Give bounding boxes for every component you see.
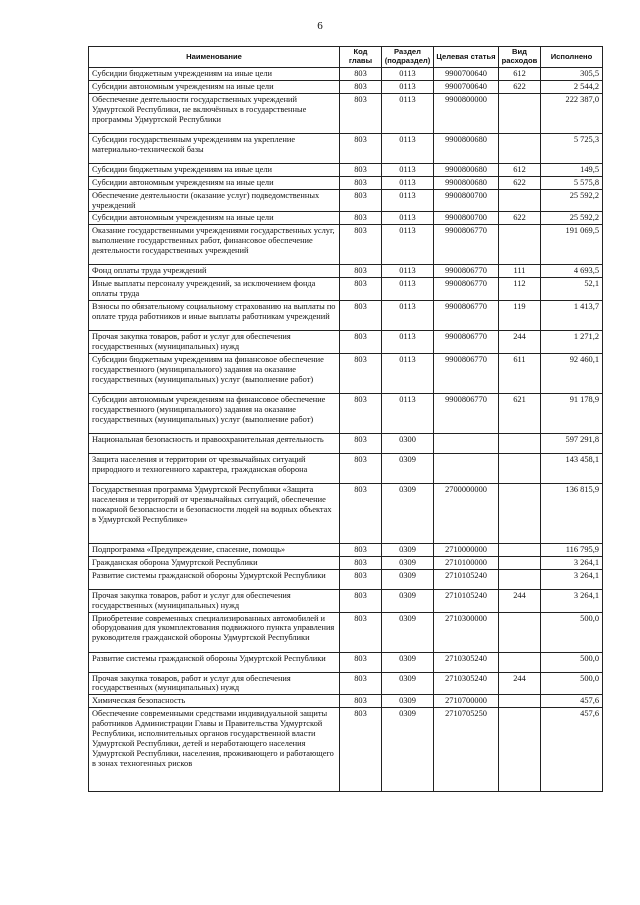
table-row	[89, 652, 603, 672]
cell-section: 0113	[382, 68, 434, 81]
cell-section: 0113	[382, 189, 434, 212]
cell-name: Подпрограмма «Предупреждение, спасение, помощь»	[89, 543, 340, 556]
cell-section: 0113	[382, 212, 434, 225]
cell-section: 0113	[382, 93, 434, 133]
page-number: 6	[317, 20, 323, 32]
cell-type	[499, 189, 541, 212]
cell-executed: 3 264,1	[541, 589, 603, 612]
cell-target: 9900800680	[434, 133, 499, 163]
cell-type: 244	[499, 589, 541, 612]
cell-code: 803	[340, 93, 382, 133]
table-row	[89, 569, 603, 589]
cell-name: Государственная программа Удмуртской Республики «Защита населения и территорий от чрезвычайных ситуаций, обеспечение пожарной безопасности и безопасности людей на водных объектах в Удмуртской Республике»	[89, 483, 340, 543]
cell-type	[499, 569, 541, 589]
cell-type: 612	[499, 68, 541, 81]
cell-executed: 92 460,1	[541, 353, 603, 393]
cell-target: 9900806770	[434, 331, 499, 354]
cell-name: Субсидии бюджетным учреждениям на финансовое обеспечение государственного (муниципального) задания на оказание государственных (муниципальных) услуг (выполнение работ)	[89, 353, 340, 393]
cell-section: 0300	[382, 433, 434, 453]
table-header-row	[89, 47, 603, 68]
cell-executed: 457,6	[541, 695, 603, 708]
cell-target: 9900800000	[434, 93, 499, 133]
cell-executed: 3 264,1	[541, 556, 603, 569]
cell-section: 0113	[382, 301, 434, 331]
header-name: Наименование	[89, 47, 340, 68]
cell-target: 9900800680	[434, 176, 499, 189]
cell-code: 803	[340, 212, 382, 225]
cell-name: Обеспечение деятельности государственных учреждений Удмуртской Республики, не включённых в государственные программы Удмуртской Республики	[89, 93, 340, 133]
table-row	[89, 80, 603, 93]
table-row	[89, 453, 603, 483]
cell-name: Химическая безопасность	[89, 695, 340, 708]
cell-type	[499, 556, 541, 569]
cell-type: 111	[499, 265, 541, 278]
cell-executed: 116 795,9	[541, 543, 603, 556]
cell-executed: 52,1	[541, 278, 603, 301]
header-code: Код главы	[340, 47, 382, 68]
cell-type	[499, 133, 541, 163]
table-row	[89, 133, 603, 163]
cell-type: 119	[499, 301, 541, 331]
cell-type: 621	[499, 393, 541, 433]
cell-executed: 222 387,0	[541, 93, 603, 133]
cell-name: Субсидии автономным учреждениям на финансовое обеспечение государственного (муниципального) задания на оказание государственных (муниципальных) услуг (выполнение работ)	[89, 393, 340, 433]
cell-name: Прочая закупка товаров, работ и услуг для обеспечения государственных (муниципальных) нужд	[89, 331, 340, 354]
cell-code: 803	[340, 543, 382, 556]
table-row	[89, 556, 603, 569]
cell-target: 2710300000	[434, 612, 499, 652]
cell-target	[434, 433, 499, 453]
cell-executed: 191 069,5	[541, 225, 603, 265]
table-row	[89, 543, 603, 556]
cell-executed: 500,0	[541, 652, 603, 672]
table-row	[89, 189, 603, 212]
cell-section: 0113	[382, 80, 434, 93]
table-row	[89, 163, 603, 176]
cell-section: 0113	[382, 176, 434, 189]
cell-section: 0309	[382, 612, 434, 652]
cell-target: 9900700640	[434, 68, 499, 81]
cell-section: 0309	[382, 708, 434, 792]
cell-executed: 1 413,7	[541, 301, 603, 331]
cell-section: 0113	[382, 133, 434, 163]
cell-code: 803	[340, 278, 382, 301]
table-row	[89, 483, 603, 543]
cell-executed: 500,0	[541, 672, 603, 695]
cell-name: Защита населения и территории от чрезвычайных ситуаций природного и техногенного характера, гражданская оборона	[89, 453, 340, 483]
cell-code: 803	[340, 652, 382, 672]
cell-code: 803	[340, 393, 382, 433]
cell-type	[499, 433, 541, 453]
cell-target: 2700000000	[434, 483, 499, 543]
cell-executed: 2 544,2	[541, 80, 603, 93]
header-section: Раздел (подраздел)	[382, 47, 434, 68]
cell-code: 803	[340, 353, 382, 393]
cell-executed: 5 725,3	[541, 133, 603, 163]
cell-name: Приобретение современных специализированных автомобилей и оборудования для укомплектования подвижного пункта управления руководителя гражданской обороны Удмуртской Республики	[89, 612, 340, 652]
table-row	[89, 176, 603, 189]
cell-name: Гражданская оборона Удмуртской Республики	[89, 556, 340, 569]
cell-executed: 4 693,5	[541, 265, 603, 278]
budget-execution-table	[88, 46, 603, 792]
cell-section: 0113	[382, 331, 434, 354]
cell-code: 803	[340, 265, 382, 278]
cell-executed: 25 592,2	[541, 212, 603, 225]
table-row	[89, 353, 603, 393]
cell-type	[499, 708, 541, 792]
cell-target: 9900806770	[434, 353, 499, 393]
cell-name: Обеспечение деятельности (оказание услуг) подведомственных учреждений	[89, 189, 340, 212]
cell-target: 9900800700	[434, 212, 499, 225]
cell-section: 0113	[382, 353, 434, 393]
table-row	[89, 265, 603, 278]
cell-code: 803	[340, 708, 382, 792]
cell-code: 803	[340, 483, 382, 543]
cell-code: 803	[340, 556, 382, 569]
cell-target: 2710700000	[434, 695, 499, 708]
cell-section: 0113	[382, 225, 434, 265]
cell-code: 803	[340, 225, 382, 265]
cell-section: 0113	[382, 163, 434, 176]
cell-name: Обеспечение современными средствами индивидуальной защиты работников Администрации Главы и Правительства Удмуртской Республики, исполнительных органов государственной власти Удмуртской Республики, детей и неработающего населения Удмуртской Республики, населения, проживающего и работающего в зонах техногенных рисков	[89, 708, 340, 792]
cell-target: 9900806770	[434, 265, 499, 278]
cell-target: 2710105240	[434, 589, 499, 612]
cell-code: 803	[340, 189, 382, 212]
header-type: Вид расходов	[499, 47, 541, 68]
cell-type	[499, 93, 541, 133]
cell-type	[499, 612, 541, 652]
cell-target: 9900806770	[434, 301, 499, 331]
cell-name: Фонд оплаты труда учреждений	[89, 265, 340, 278]
cell-target: 9900806770	[434, 225, 499, 265]
cell-code: 803	[340, 695, 382, 708]
cell-code: 803	[340, 569, 382, 589]
cell-type: 612	[499, 163, 541, 176]
cell-target: 2710305240	[434, 672, 499, 695]
cell-code: 803	[340, 453, 382, 483]
cell-code: 803	[340, 176, 382, 189]
cell-name: Прочая закупка товаров, работ и услуг для обеспечения государственных (муниципальных) нужд	[89, 589, 340, 612]
cell-type: 622	[499, 212, 541, 225]
cell-section: 0309	[382, 652, 434, 672]
cell-section: 0309	[382, 672, 434, 695]
cell-executed: 149,5	[541, 163, 603, 176]
cell-type: 244	[499, 331, 541, 354]
cell-target: 9900806770	[434, 278, 499, 301]
cell-name: Субсидии автономным учреждениям на иные цели	[89, 80, 340, 93]
table-row	[89, 278, 603, 301]
table-row	[89, 393, 603, 433]
table-row	[89, 695, 603, 708]
cell-target: 9900800680	[434, 163, 499, 176]
cell-code: 803	[340, 433, 382, 453]
cell-type: 244	[499, 672, 541, 695]
cell-executed: 305,5	[541, 68, 603, 81]
cell-code: 803	[340, 80, 382, 93]
cell-code: 803	[340, 133, 382, 163]
cell-target: 9900700640	[434, 80, 499, 93]
cell-target: 2710705250	[434, 708, 499, 792]
cell-name: Субсидии бюджетным учреждениям на иные цели	[89, 163, 340, 176]
cell-target: 9900800700	[434, 189, 499, 212]
table-row	[89, 612, 603, 652]
header-target: Целевая статья	[434, 47, 499, 68]
cell-executed: 136 815,9	[541, 483, 603, 543]
cell-target	[434, 453, 499, 483]
cell-target: 9900806770	[434, 393, 499, 433]
table-row	[89, 708, 603, 792]
cell-code: 803	[340, 612, 382, 652]
table-row	[89, 331, 603, 354]
cell-executed: 5 575,8	[541, 176, 603, 189]
cell-code: 803	[340, 68, 382, 81]
cell-name: Субсидии бюджетным учреждениям на иные цели	[89, 68, 340, 81]
cell-name: Субсидии автономным учреждениям на иные цели	[89, 212, 340, 225]
cell-executed: 143 458,1	[541, 453, 603, 483]
cell-executed: 25 592,2	[541, 189, 603, 212]
cell-name: Взносы по обязательному социальному страхованию на выплаты по оплате труда работников и иные выплаты работникам учреждений	[89, 301, 340, 331]
cell-name: Развитие системы гражданской обороны Удмуртской Республики	[89, 569, 340, 589]
cell-executed: 1 271,2	[541, 331, 603, 354]
cell-type	[499, 453, 541, 483]
table-row	[89, 672, 603, 695]
cell-type	[499, 652, 541, 672]
table-row	[89, 589, 603, 612]
table-row	[89, 68, 603, 81]
cell-section: 0309	[382, 569, 434, 589]
cell-name: Прочая закупка товаров, работ и услуг для обеспечения государственных (муниципальных) нужд	[89, 672, 340, 695]
table-row	[89, 93, 603, 133]
cell-type: 611	[499, 353, 541, 393]
cell-target: 2710000000	[434, 543, 499, 556]
cell-type	[499, 543, 541, 556]
table-row	[89, 301, 603, 331]
cell-name: Субсидии автономным учреждениям на иные цели	[89, 176, 340, 189]
cell-name: Развитие системы гражданской обороны Удмуртской Республики	[89, 652, 340, 672]
cell-code: 803	[340, 301, 382, 331]
table-row	[89, 433, 603, 453]
cell-section: 0309	[382, 483, 434, 543]
cell-section: 0309	[382, 556, 434, 569]
cell-executed: 500,0	[541, 612, 603, 652]
cell-executed: 457,6	[541, 708, 603, 792]
cell-section: 0309	[382, 589, 434, 612]
cell-target: 2710105240	[434, 569, 499, 589]
cell-section: 0113	[382, 278, 434, 301]
cell-section: 0309	[382, 543, 434, 556]
cell-section: 0113	[382, 265, 434, 278]
cell-code: 803	[340, 331, 382, 354]
cell-target: 2710305240	[434, 652, 499, 672]
cell-name: Субсидии государственным учреждениям на укрепление материально-технической базы	[89, 133, 340, 163]
cell-type: 112	[499, 278, 541, 301]
cell-name: Иные выплаты персоналу учреждений, за исключением фонда оплаты труда	[89, 278, 340, 301]
cell-type: 622	[499, 176, 541, 189]
cell-section: 0113	[382, 393, 434, 433]
cell-name: Национальная безопасность и правоохранительная деятельность	[89, 433, 340, 453]
cell-executed: 91 178,9	[541, 393, 603, 433]
cell-code: 803	[340, 672, 382, 695]
table-row	[89, 225, 603, 265]
header-executed: Исполнено	[541, 47, 603, 68]
cell-type	[499, 225, 541, 265]
cell-executed: 3 264,1	[541, 569, 603, 589]
cell-section: 0309	[382, 453, 434, 483]
cell-executed: 597 291,8	[541, 433, 603, 453]
cell-target: 2710100000	[434, 556, 499, 569]
table-row	[89, 212, 603, 225]
cell-code: 803	[340, 163, 382, 176]
cell-section: 0309	[382, 695, 434, 708]
cell-type	[499, 483, 541, 543]
cell-name: Оказание государственными учреждениями государственных услуг, выполнение государственных работ, финансовое обеспечение деятельности государственных учреждений	[89, 225, 340, 265]
cell-type: 622	[499, 80, 541, 93]
cell-type	[499, 695, 541, 708]
cell-code: 803	[340, 589, 382, 612]
